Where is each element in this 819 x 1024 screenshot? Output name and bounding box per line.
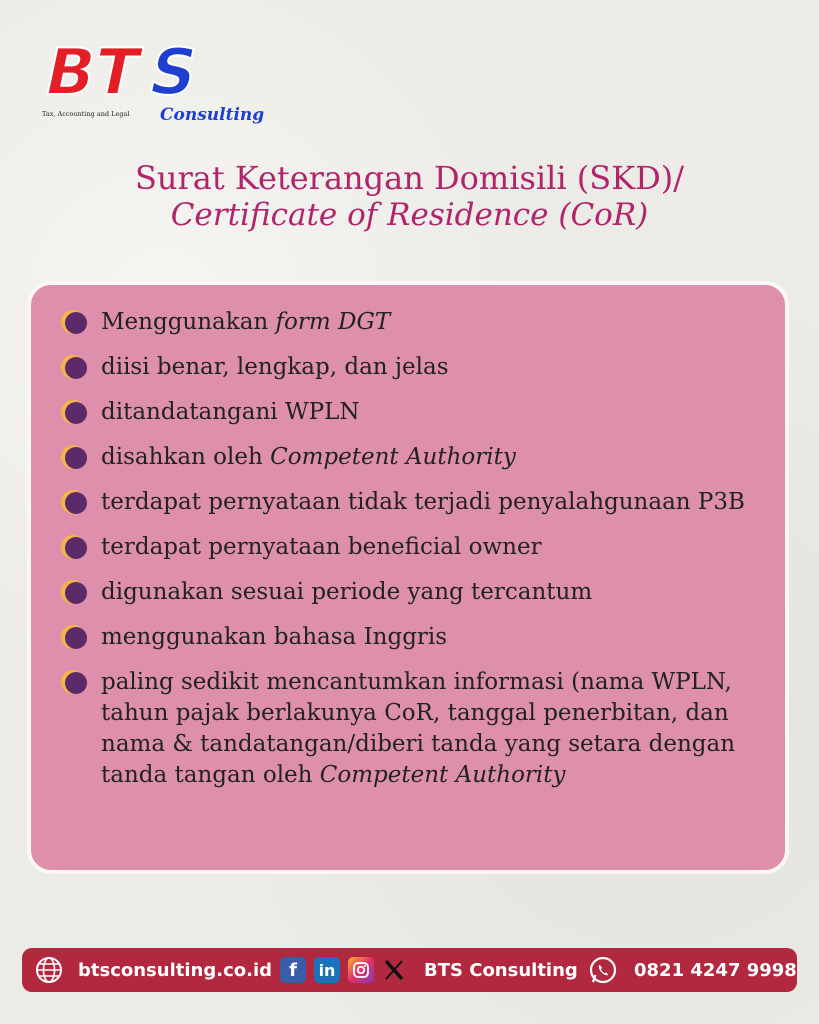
requirement-item	[61, 622, 755, 653]
svg-text:S: S	[142, 35, 205, 110]
whatsapp-icon	[588, 948, 618, 992]
requirement-text: paling sedikit mencantumkan informasi (nama WPLN, tahun pajak berlakunya CoR, tanggal penerbitan, dan nama & tandatangan/diberi tanda yang setara dengan tanda tangan oleh Competent Authority	[101, 669, 736, 788]
requirement-item	[61, 442, 755, 473]
page-title	[0, 160, 819, 234]
requirement-item	[61, 577, 755, 608]
svg-text:Tax, Accounting and Legal: Tax, Accounting and Legal	[42, 110, 130, 118]
requirement-text: terdapat pernyataan beneficial owner	[101, 534, 542, 560]
requirement-item	[61, 487, 755, 518]
requirement-item	[61, 352, 755, 383]
requirement-item	[61, 397, 755, 428]
requirement-text: menggunakan bahasa Inggris	[101, 624, 448, 650]
requirement-text: Menggunakan form DGT	[101, 309, 391, 335]
bullet-icon	[61, 625, 87, 651]
requirement-text: diisi benar, lengkap, dan jelas	[101, 354, 449, 380]
facebook-icon[interactable]: f	[280, 948, 306, 992]
linkedin-icon[interactable]: in	[314, 948, 340, 992]
bullet-icon	[61, 400, 87, 426]
bullet-icon	[61, 670, 87, 696]
requirement-text: disahkan oleh Competent Authority	[101, 444, 516, 470]
bullet-icon	[61, 580, 87, 606]
social-handle[interactable]: BTS Consulting	[424, 959, 578, 981]
bullet-icon	[61, 355, 87, 381]
bts-logo	[36, 35, 265, 128]
bullet-icon	[61, 535, 87, 561]
website-link[interactable]: btsconsulting.co.id	[78, 959, 272, 981]
title-line-2: Certificate of Residence (CoR)	[170, 197, 649, 233]
requirements-card	[27, 281, 789, 874]
bullet-icon	[61, 445, 87, 471]
requirements-list	[61, 307, 755, 805]
instagram-icon[interactable]	[348, 948, 374, 992]
requirement-text: digunakan sesuai periode yang tercantum	[101, 579, 593, 605]
requirement-item	[61, 307, 755, 338]
contact-footer	[22, 948, 797, 992]
phone-number[interactable]: 0821 4247 9998	[634, 959, 797, 981]
x-icon[interactable]	[382, 948, 406, 992]
globe-icon	[34, 948, 64, 992]
requirement-text: ditandatangani WPLN	[101, 399, 360, 425]
requirement-item	[61, 532, 755, 563]
svg-text:Consulting: Consulting	[160, 105, 265, 125]
requirement-text: terdapat pernyataan tidak terjadi penyalahgunaan P3B	[101, 489, 745, 515]
requirement-item	[61, 667, 755, 791]
bullet-icon	[61, 310, 87, 336]
bullet-icon	[61, 490, 87, 516]
svg-text:BT: BT	[38, 35, 147, 110]
title-line-1: Surat Keterangan Domisili (SKD)/	[134, 159, 685, 197]
